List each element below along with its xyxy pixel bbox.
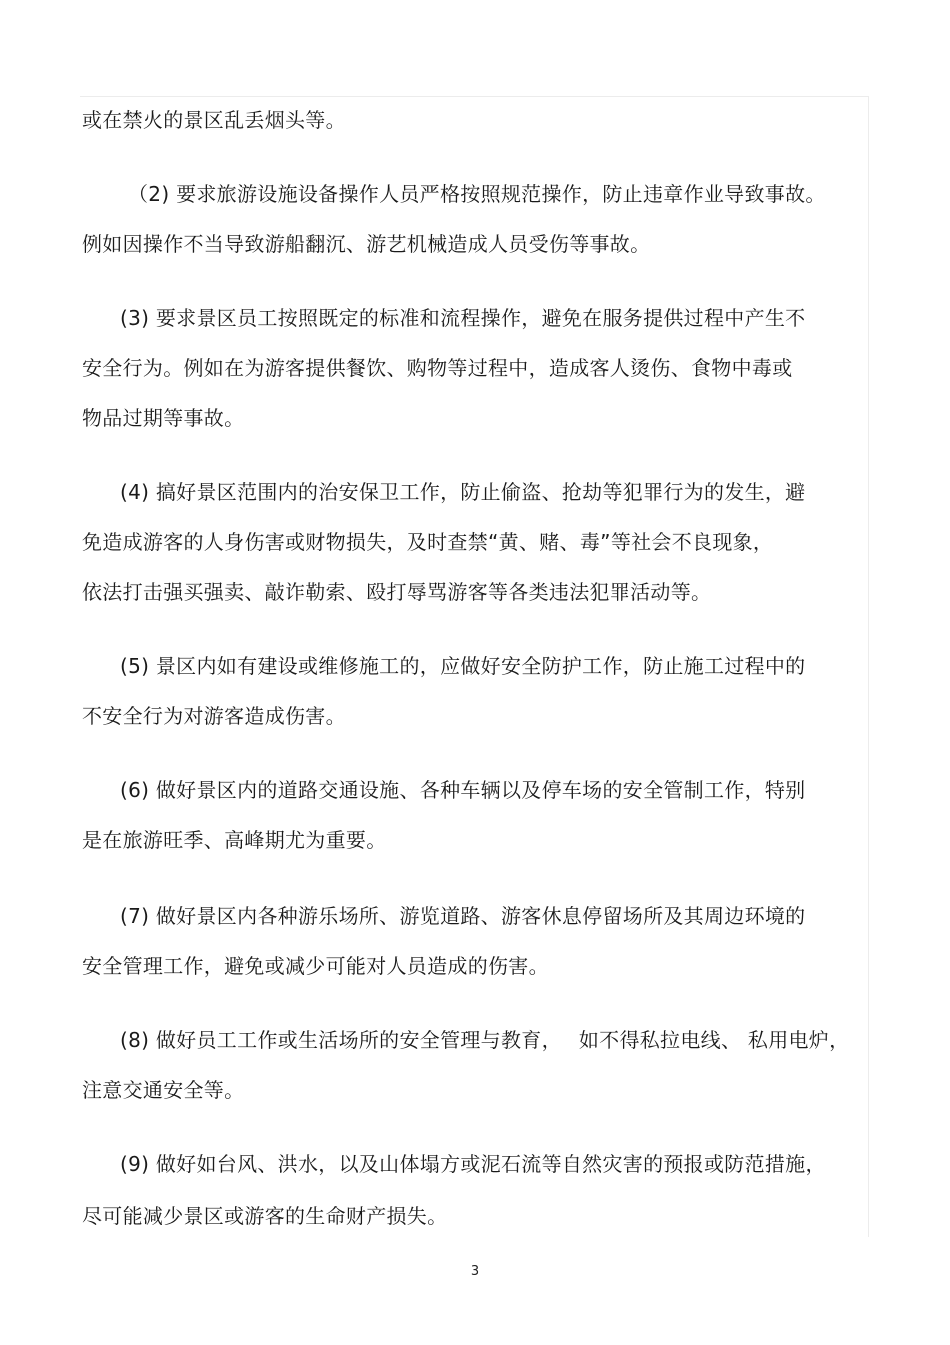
item-7-line-1: (7) 做好景区内各种游乐场所、游览道路、游客休息停留场所及其周边环境的 <box>120 904 806 928</box>
item-9-line-2: 尽可能减少景区或游客的生命财产损失。 <box>82 1204 448 1228</box>
item-2-line-2: 例如因操作不当导致游船翻沉、游艺机械造成人员受伤等事故。 <box>82 232 651 256</box>
text-line: 或在禁火的景区乱丢烟头等。 <box>82 108 346 132</box>
item-8-line-1: (8) 做好员工工作或生活场所的安全管理与教育， 如不得私拉电线、 私用电炉， <box>120 1028 850 1052</box>
item-8-line-2: 注意交通安全等。 <box>82 1078 245 1102</box>
item-3-line-3: 物品过期等事故。 <box>82 406 245 430</box>
item-2-line-1: （2) 要求旅游设施设备操作人员严格按照规范操作，防止违章作业导致事故。 <box>128 182 826 206</box>
item-4-line-2: 免造成游客的人身伤害或财物损失，及时查禁“黄、赌、毒”等社会不良现象， <box>82 530 774 554</box>
item-3-line-2: 安全行为。例如在为游客提供餐饮、购物等过程中，造成客人烫伤、食物中毒或 <box>82 356 793 380</box>
item-5-line-1: (5) 景区内如有建设或维修施工的，应做好安全防护工作，防止施工过程中的 <box>120 654 806 678</box>
item-6-line-2: 是在旅游旺季、高峰期尤为重要。 <box>82 828 387 852</box>
item-9-line-1: (9) 做好如台风、洪水，以及山体塌方或泥石流等自然灾害的预报或防范措施， <box>120 1152 826 1176</box>
page-number: 3 <box>470 1264 480 1279</box>
item-6-line-1: (6) 做好景区内的道路交通设施、各种车辆以及停车场的安全管制工作，特别 <box>120 778 806 802</box>
item-4-line-3: 依法打击强买强卖、敲诈勒索、殴打辱骂游客等各类违法犯罪活动等。 <box>82 580 712 604</box>
item-5-line-2: 不安全行为对游客造成伤害。 <box>82 704 346 728</box>
item-3-line-1: (3) 要求景区员工按照既定的标准和流程操作，避免在服务提供过程中产生不 <box>120 306 806 330</box>
item-7-line-2: 安全管理工作，避免或减少可能对人员造成的伤害。 <box>82 954 549 978</box>
item-4-line-1: (4) 搞好景区范围内的治安保卫工作，防止偷盗、抢劫等犯罪行为的发生，避 <box>120 480 806 504</box>
